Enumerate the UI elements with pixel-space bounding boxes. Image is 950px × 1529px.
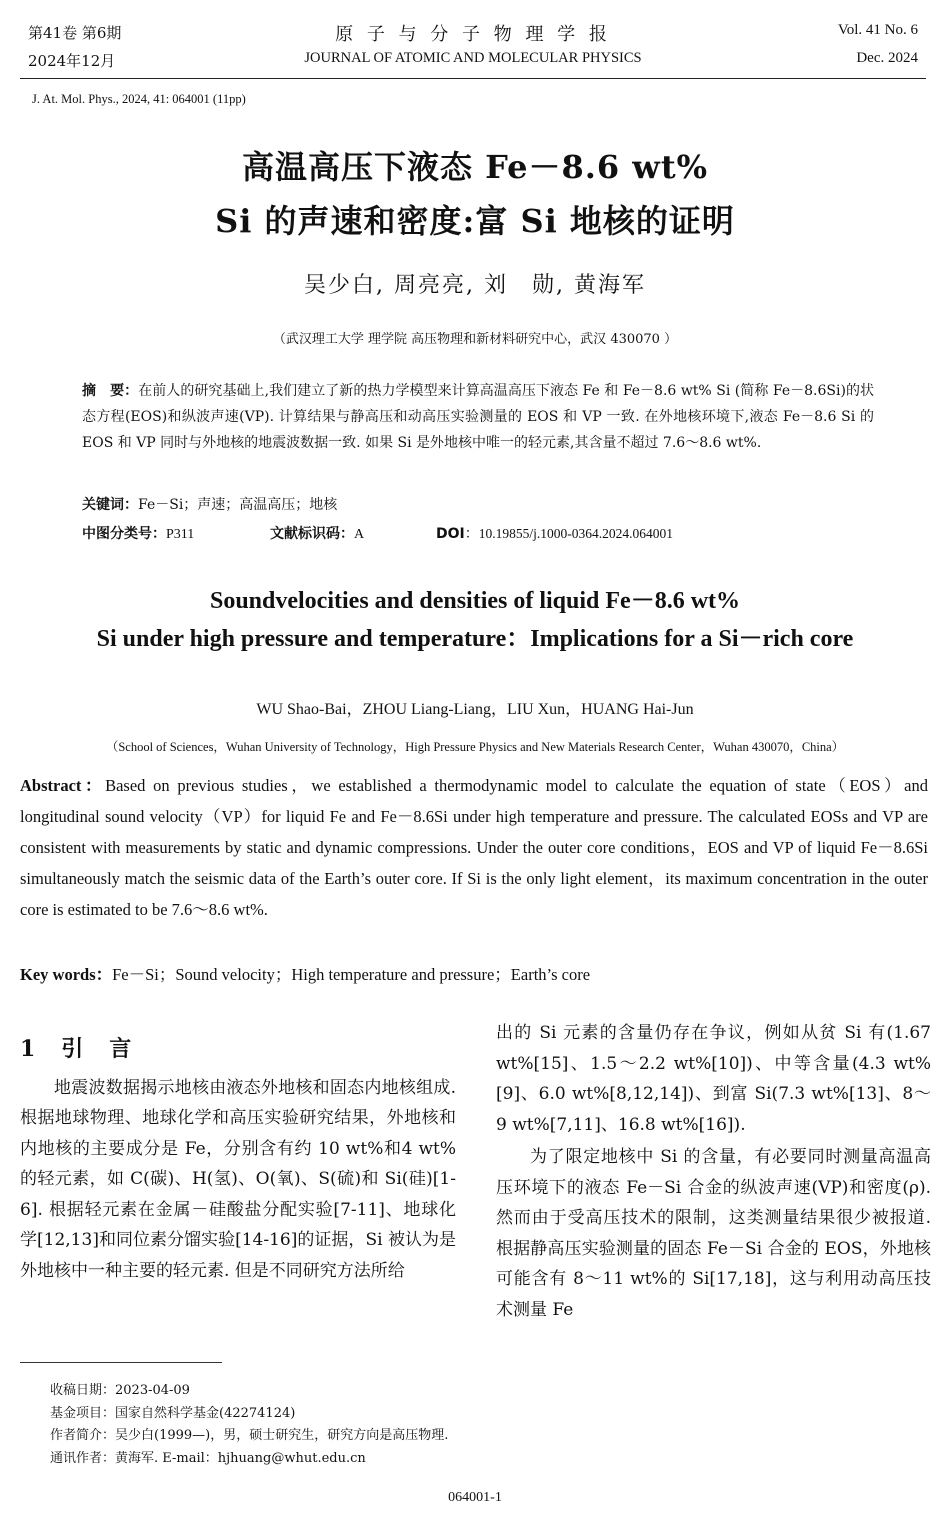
volume-en: Vol. 41 No. 6 bbox=[837, 22, 918, 38]
authors-en: WU Shao-Bai，ZHOU Liang-Liang，LIU Xun，HUANG Hai-Jun bbox=[256, 701, 694, 718]
clc-value: P311 bbox=[166, 527, 195, 542]
journal-title-en: JOURNAL OF ATOMIC AND MOLECULAR PHYSICS bbox=[304, 50, 642, 66]
paragraph-intro-3: 为了限定地核中 Si 的含量，有必要同时测量高温高压环境下的液态 Fe－Si 合金的纵波声速(VP)和密度(ρ). 然而由于受高压技术的限制，这类测量结果很少被报道. 根据静高压实验测量的固态 Fe－Si 合金的 EOS，外地核可能含有 8～11 wt%的 Si[17,18]，这与利用动高压技术测量 Fe bbox=[496, 1147, 931, 1320]
affiliation-en: （School of Sciences，Wuhan University of Technology，High Pressure Physics and New Materials Research Center，Wuhan 430070，China） bbox=[105, 740, 845, 754]
paragraph-intro-2: 出的 Si 元素的含量仍存在争议，例如从贫 Si 有(1.67 wt%[15]、1.5～2.2 wt%[10])、中等含量(4.3 wt%[9]、6.0 wt%[8,12,14])、到富 Si(7.3 wt%[13]、8～9 wt%[7,11]、16.8 wt%[16]). bbox=[496, 1023, 931, 1135]
date-cn: 2024年12月 bbox=[28, 52, 116, 70]
body-column-left bbox=[20, 1034, 456, 1286]
footnote-divider bbox=[20, 1362, 222, 1363]
page-number: 064001-1 bbox=[448, 1490, 502, 1505]
citation: J. At. Mol. Phys., 2024, 41: 064001 (11pp) bbox=[32, 92, 246, 106]
authors-cn: 吴少白, 周亮亮, 刘 勋, 黄海军 bbox=[304, 273, 646, 298]
date-en: Dec. 2024 bbox=[856, 50, 918, 66]
abstract-cn-label: 摘 要 bbox=[82, 383, 125, 399]
body-column-right bbox=[496, 1018, 931, 1325]
title-cn-line2: Si 的声速和密度:富 Si 地核的证明 bbox=[215, 202, 735, 240]
keywords-en-label: Key words bbox=[20, 965, 96, 984]
abstract-cn-text: 在前人的研究基础上,我们建立了新的热力学模型来计算高温高压下液态 Fe 和 Fe－8.6 wt% Si (简称 Fe－8.6Si)的状态方程(EOS)和纵波声速(VP). 计算结果与静高压和动高压实验测量的 EOS 和 VP 一致. 在外地核环境下,液态 Fe－8.6 Si 的 EOS 和 VP 同时与外地核的地震波数据一致. 如果 Si 是外地核中唯一的轻元素,其含量不超过 7.6～8.6 wt%. bbox=[82, 383, 874, 451]
keywords-cn: 关键词：Fe－Si；声速；高温高压；地核 bbox=[82, 497, 338, 513]
title-cn-line1: 高温高压下液态 Fe－8.6 wt% bbox=[241, 148, 709, 186]
doi-value: 10.19855/j.1000-0364.2024.064001 bbox=[478, 526, 673, 541]
journal-title-cn: 原 子 与 分 子 物 理 学 报 bbox=[335, 24, 611, 45]
affiliation-cn: （武汉理工大学 理学院 高压物理和新材料研究中心，武汉 430070 ） bbox=[272, 332, 678, 347]
abstract-en-text: Based on previous studies，we established a thermodynamic model to calculate the equation of state（EOS）and longitudinal sound velocity（VP）for liquid Fe and Fe－8.6Si under high temperature and pressure. The calculated EOSs and VP are consistent with measurements by static and dynamic compressions. Under the outer core conditions，EOS and VP of liquid Fe－8.6Si simultaneously match the seismic data of the Earth’s outer core. If Si is the only light element，its maximum concentration in the outer core is estimated to be 7.6～8.6 wt%. bbox=[20, 776, 929, 919]
keywords-en-text: Fe－Si；Sound velocity；High temperature and pressure；Earth’s core bbox=[112, 965, 591, 984]
footnote-received: 收稿日期：2023-04-09 bbox=[50, 1383, 190, 1398]
doc-value: A bbox=[354, 527, 365, 542]
abstract-en: Abstract：Based on previous studies，we established a thermodynamic model to calculate the equation of state（EOS）and longitudinal sound velocity（VP）for liquid Fe and Fe－8.6Si under high temperature and pressure. The calculated EOSs and VP are consistent with measurements by static and dynamic compressions. Under the outer core conditions，EOS and VP of liquid Fe－8.6Si simultaneously match the seismic data of the Earth’s outer core. If Si is the only light element，its maximum concentration in the outer core is estimated to be 7.6～8.6 wt%. bbox=[20, 776, 929, 919]
footnote-corresponding: 通讯作者：黄海军. E-mail：hjhuang@whut.edu.cn bbox=[50, 1450, 366, 1466]
section-heading: 1 引 言 bbox=[20, 1036, 134, 1062]
footnote-bio: 作者简介：吴少白(1999—)，男，硕士研究生，研究方向是高压物理. bbox=[50, 1428, 449, 1443]
footnotes bbox=[50, 1380, 448, 1470]
doi-label: DOI bbox=[436, 526, 465, 542]
abstract-en-label: Abstract bbox=[20, 776, 82, 795]
keywords-cn-text: Fe－Si；声速；高温高压；地核 bbox=[138, 497, 338, 513]
doi: DOI：10.19855/j.1000-0364.2024.064001 bbox=[436, 526, 673, 542]
footnote-fund: 基金项目：国家自然科学基金(42274124) bbox=[50, 1405, 296, 1421]
title-en-line1: Soundvelocities and densities of liquid Fe－8.6 wt% bbox=[209, 588, 741, 614]
abstract-cn: 摘 要：在前人的研究基础上,我们建立了新的热力学模型来计算高温高压下液态 Fe 和 Fe－8.6 wt% Si (简称 Fe－8.6Si)的状态方程(EOS)和纵波声速(VP). 计算结果与静高压和动高压实验测量的 EOS 和 VP 一致. 在外地核环境下,液态 Fe－8.6 Si 的 EOS 和 VP 同时与外地核的地震波数据一致. 如果 Si 是外地核中唯一的轻元素,其含量不超过 7.6～8.6 wt%. bbox=[82, 383, 874, 451]
doc-label: 文献标识码 bbox=[270, 526, 340, 542]
keywords-en: Key words：Fe－Si；Sound velocity；High temperature and pressure；Earth’s core bbox=[20, 965, 591, 984]
clc-label: 中图分类号 bbox=[82, 526, 152, 542]
clc-code: 中图分类号：P311 bbox=[82, 526, 195, 542]
doc-code: 文献标识码：A bbox=[270, 526, 365, 542]
keywords-cn-label: 关键词 bbox=[82, 497, 124, 513]
header-divider bbox=[20, 78, 926, 79]
title-en-line2: Si under high pressure and temperature：Implications for a Si－rich core bbox=[96, 626, 854, 652]
paragraph-intro-1: 地震波数据揭示地核由液态外地核和固态内地核组成. 根据地球物理、地球化学和高压实验研究结果，外地核和内地核的主要成分是 Fe，分别含有约 10 wt%和4 wt%的轻元素，如 C(碳)、H(氢)、O(氧)、S(硫)和 Si(硅)[1-6]. 根据轻元素在金属－硅酸盐分配实验[7-11]、地球化学[12,13]和同位素分馏实验[14-16]的证据，Si 被认为是外地核中一种主要的轻元素. 但是不同研究方法所给 bbox=[20, 1077, 456, 1281]
volume-cn: 第41卷 第6期 bbox=[28, 24, 122, 42]
